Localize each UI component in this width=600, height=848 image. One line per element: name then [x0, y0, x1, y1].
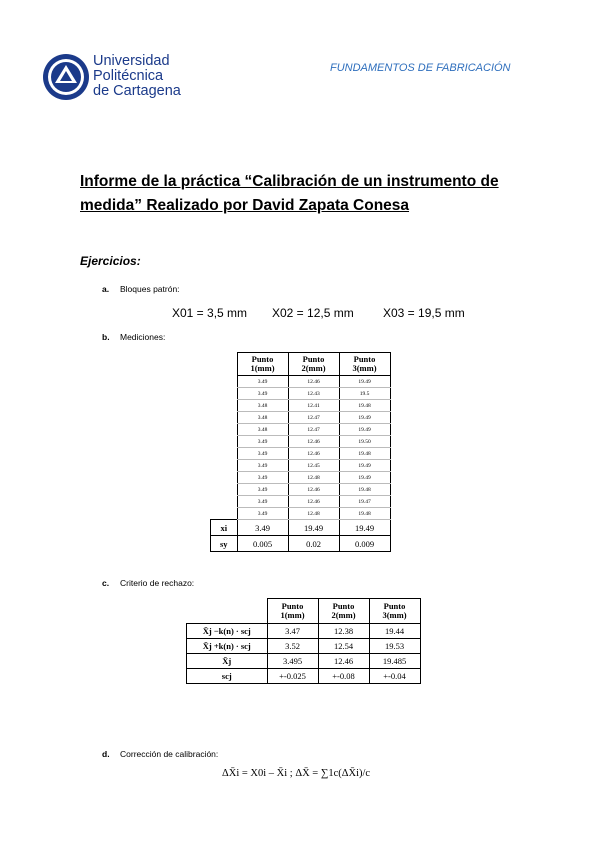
standard-x01: X01 = 3,5 mm	[172, 306, 248, 320]
header-point-2: Punto 2(mm)	[288, 353, 339, 376]
measurement-cell: 12.45	[288, 460, 339, 472]
calibration-formula: ΔX̄i = X0i – X̄i ; ΔX̄ = ∑1c(ΔX̄i)/c	[222, 768, 371, 779]
item-d-label: Corrección de calibración:	[120, 749, 219, 759]
course-name: FUNDAMENTOS DE FABRICACIÓN	[330, 62, 511, 74]
measurement-cell: 3.49	[237, 508, 288, 520]
item-a	[102, 284, 180, 294]
measurement-cell: 19.48	[339, 448, 390, 460]
item-d	[102, 749, 218, 759]
summary-cell: 3.49	[237, 520, 288, 536]
value-cell: 19.485	[369, 654, 420, 669]
standard-x03: X03 = 19,5 mm	[383, 306, 465, 320]
value-cell: 12.54	[318, 639, 369, 654]
header-point-1: Punto 1(mm)	[237, 353, 288, 376]
measurement-cell: 19.48	[339, 508, 390, 520]
university-line-3: de Cartagena	[93, 83, 181, 99]
measurement-cell: 19.49	[339, 376, 390, 388]
item-a-letter: a.	[102, 284, 110, 294]
report-title	[80, 170, 530, 218]
row-label-cell	[211, 400, 238, 412]
measurement-cell: 12.46	[288, 436, 339, 448]
summary-cell: 0.005	[237, 536, 288, 552]
table-row	[211, 484, 391, 496]
measurement-cell: 3.49	[237, 448, 288, 460]
header-point-2: Punto 2(mm)	[318, 599, 369, 624]
summary-label: sy	[211, 536, 238, 552]
measurement-cell: 3.49	[237, 376, 288, 388]
measurement-cell: 12.41	[288, 400, 339, 412]
row-label-cell	[211, 508, 238, 520]
measurement-cell: 3.48	[237, 412, 288, 424]
university-name	[93, 54, 181, 99]
title-line-1: Informe de la práctica “Calibración de un instrumento de	[80, 173, 499, 190]
rejection-table	[186, 598, 421, 684]
measurement-cell: 3.49	[237, 436, 288, 448]
value-cell: +-0.025	[267, 669, 318, 684]
item-c-letter: c.	[102, 578, 110, 588]
measurement-cell: 19.49	[339, 412, 390, 424]
measurement-cell: 19.49	[339, 472, 390, 484]
measurement-cell: 12.48	[288, 508, 339, 520]
section-heading: Ejercicios:	[80, 254, 141, 268]
measurement-cell: 19.48	[339, 484, 390, 496]
measurement-cell: 3.48	[237, 424, 288, 436]
summary-row	[211, 536, 391, 552]
table-row	[211, 412, 391, 424]
item-a-label: Bloques patrón:	[120, 284, 180, 294]
measurement-cell: 12.46	[288, 484, 339, 496]
measurement-cell: 3.48	[237, 400, 288, 412]
table-row	[211, 376, 391, 388]
measurement-cell: 3.49	[237, 472, 288, 484]
row-label: scj	[187, 669, 268, 684]
table-row	[211, 388, 391, 400]
table-row	[211, 508, 391, 520]
row-label-cell	[211, 484, 238, 496]
value-cell: 3.52	[267, 639, 318, 654]
item-b	[102, 332, 165, 342]
row-label-cell	[211, 388, 238, 400]
measurement-cell: 12.43	[288, 388, 339, 400]
measurement-cell: 3.49	[237, 460, 288, 472]
table-row	[187, 669, 421, 684]
value-cell: +-0.08	[318, 669, 369, 684]
measurement-cell: 3.49	[237, 388, 288, 400]
summary-row	[211, 520, 391, 536]
measurement-cell: 19.48	[339, 400, 390, 412]
row-label-cell	[211, 424, 238, 436]
table-row	[211, 472, 391, 484]
item-d-letter: d.	[102, 749, 110, 759]
summary-cell: 19.49	[288, 520, 339, 536]
row-label-cell	[211, 412, 238, 424]
measurement-cell: 19.49	[339, 460, 390, 472]
measurement-cell: 3.49	[237, 496, 288, 508]
measurement-cell: 19.5	[339, 388, 390, 400]
value-cell: 19.53	[369, 639, 420, 654]
row-label-cell	[211, 496, 238, 508]
item-c-label: Criterio de rechazo:	[120, 578, 195, 588]
title-line-2: medida” Realizado por David Zapata Conesa	[80, 197, 410, 214]
measurement-cell: 12.46	[288, 376, 339, 388]
value-cell: +-0.04	[369, 669, 420, 684]
summary-label: xi	[211, 520, 238, 536]
header-point-3: Punto 3(mm)	[369, 599, 420, 624]
standard-x02: X02 = 12,5 mm	[272, 306, 354, 320]
summary-cell: 19.49	[339, 520, 390, 536]
measurement-cell: 12.48	[288, 472, 339, 484]
value-cell: 12.46	[318, 654, 369, 669]
table-row	[211, 424, 391, 436]
row-label: X̄j	[187, 654, 268, 669]
row-label-cell	[211, 448, 238, 460]
row-label-cell	[211, 376, 238, 388]
table-row	[211, 460, 391, 472]
row-label-cell	[211, 436, 238, 448]
value-cell: 19.44	[369, 624, 420, 639]
university-line-2: Politécnica	[93, 68, 164, 84]
table-row	[211, 400, 391, 412]
measurement-cell: 19.47	[339, 496, 390, 508]
table-row	[211, 496, 391, 508]
item-b-letter: b.	[102, 332, 110, 342]
table-row	[187, 654, 421, 669]
row-label-cell	[211, 460, 238, 472]
measurement-cell: 12.47	[288, 424, 339, 436]
value-cell: 3.47	[267, 624, 318, 639]
header-point-3: Punto 3(mm)	[339, 353, 390, 376]
summary-cell: 0.009	[339, 536, 390, 552]
value-cell: 3.495	[267, 654, 318, 669]
measurement-cell: 19.49	[339, 424, 390, 436]
university-logo	[42, 53, 90, 101]
table-row	[187, 639, 421, 654]
measurement-cell: 3.49	[237, 484, 288, 496]
row-label-cell	[211, 472, 238, 484]
table-row	[211, 436, 391, 448]
university-line-1: Universidad	[93, 53, 170, 69]
measurement-cell: 12.46	[288, 496, 339, 508]
measurement-cell: 12.47	[288, 412, 339, 424]
item-c	[102, 578, 194, 588]
measurement-cell: 12.46	[288, 448, 339, 460]
measurements-table	[210, 352, 391, 552]
summary-cell: 0.02	[288, 536, 339, 552]
row-label: X̄j +k(n) · scj	[187, 639, 268, 654]
item-b-label: Mediciones:	[120, 332, 166, 342]
table-row	[211, 448, 391, 460]
header-point-1: Punto 1(mm)	[267, 599, 318, 624]
corner-cell	[187, 599, 268, 624]
table-row	[187, 624, 421, 639]
value-cell: 12.38	[318, 624, 369, 639]
row-label: X̄j −k(n) · scj	[187, 624, 268, 639]
corner-cell	[211, 353, 238, 376]
measurement-cell: 19.50	[339, 436, 390, 448]
